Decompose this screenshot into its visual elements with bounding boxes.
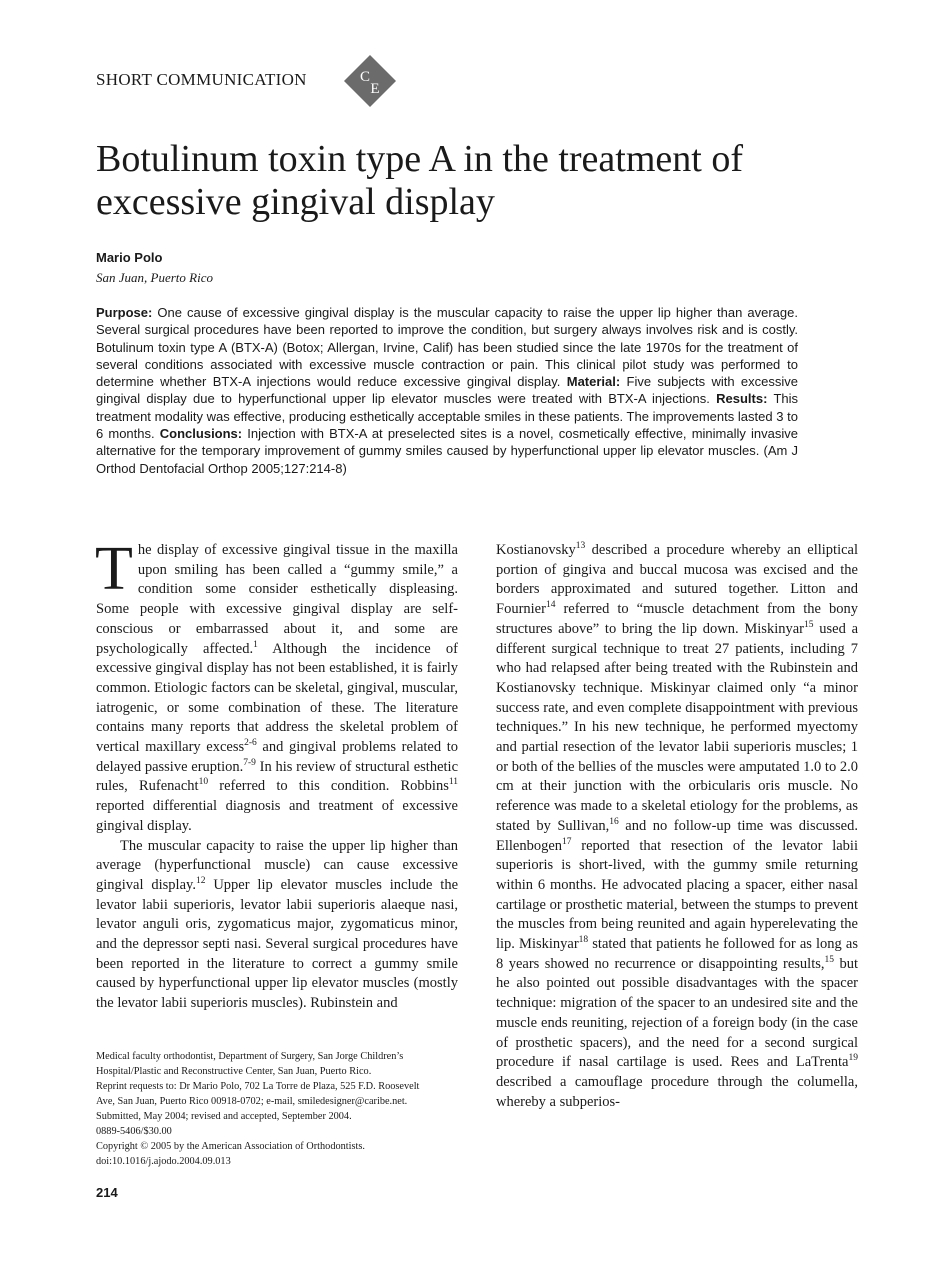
abstract-results-label: Results: bbox=[716, 391, 768, 407]
body-column-right bbox=[496, 541, 858, 1112]
author-affiliation: San Juan, Puerto Rico bbox=[96, 270, 213, 285]
abstract-material-label: Material: bbox=[566, 374, 621, 390]
body-paragraph-1 bbox=[95, 535, 459, 837]
body-paragraph-3 bbox=[496, 541, 858, 1112]
body-column-left bbox=[95, 535, 459, 1014]
body-text: described a camouflage procedure through the columella, whereby a subperios- bbox=[496, 1073, 858, 1110]
logo-letter-e: E bbox=[370, 81, 380, 97]
body-text: Upper lip elevator muscles include the levator labii superioris, levator labii superioris alaeque nasi, levator anguli oris, zygomaticus major, zygomaticus minor, and the depressor septi nasi. Several surgical procedures have been reported in the literature to correct a gummy smile caused by hyperfunctional upper lip elevator muscles (mostly the levator labii superioris muscles). Rubinstein and bbox=[96, 876, 459, 1012]
body-text: and no follow-up time was discussed. Ellenbogen bbox=[496, 817, 858, 854]
abstract bbox=[96, 304, 798, 477]
body-text: Kostianovsky bbox=[496, 542, 576, 558]
body-text: but he also pointed out possible disadvantages with the spacer technique: migration of the spacer to an undesired site and the muscle ends reuniting, rejection of a foreign body (in the case of prosthetic spacers), and the need for a second surgical procedure if nasal cartilage is used. Rees and LaTrenta bbox=[496, 955, 859, 1071]
body-text: In his review of structural esthetic rules, Rufenacht bbox=[96, 758, 459, 795]
citation: 13 bbox=[575, 541, 586, 552]
logo-letter-c: C bbox=[359, 69, 371, 85]
footnote-line: Hospital/Plastic and Reconstructive Center, San Juan, Puerto Rico. bbox=[96, 1066, 372, 1077]
body-text: Although the incidence of excessive gingival display has not been established, it is fairly common. Etiologic factors can be skeletal, gingival, muscular, iatrogenic, or some combination of these. The literature contains many reports that address the skeletal problem of vertical maxillary excess bbox=[96, 640, 458, 756]
footnote-line: Submitted, May 2004; revised and accepted, September 2004. bbox=[96, 1111, 352, 1122]
citation: 10 bbox=[198, 777, 209, 788]
citation: 12 bbox=[195, 876, 206, 887]
body-text: he display of excessive gingival tissue in the maxilla upon smiling has been called a “gummy smile,” a condition some consider esthetically displeasing. Some people with excessive gingival display are self-conscious or embarrassed about it, and some are psychologically affected. bbox=[96, 542, 458, 657]
body-paragraph-2 bbox=[96, 837, 458, 1014]
abstract-conclusions: Injection with BTX-A at preselected sites is a novel, cosmetically effective, minimally invasive alternative for the temporary improvement of gummy smiles caused by hyperfunctional upper lip elevator muscles. (Am J Orthod Dentofacial Orthop 2005;127:214-8) bbox=[96, 426, 798, 476]
footnote-line: Ave, San Juan, Puerto Rico 00918-0702; e-mail, smiledesigner@caribe.net. bbox=[96, 1096, 408, 1107]
abstract-results: This treatment modality was effective, producing esthetically acceptable smiles in these patients. The improvements lasted 3 to 6 months. bbox=[96, 391, 798, 442]
body-text: reported differential diagnosis and treatment of excessive gingival display. bbox=[96, 798, 458, 834]
body-text: reported that resection of the levator labii superioris is short-lived, with the gummy smile returning within 6 months. He advocated placing a spacer, either nasal cartilage or prosthetic material, between the stumps to prevent the muscles from being reunited and again hyperelevating the lip. Miskinyar bbox=[496, 837, 858, 953]
footnote-line: Reprint requests to: Dr Mario Polo, 702 La Torre de Plaza, 525 F.D. Roosevelt bbox=[96, 1081, 420, 1092]
citation: 1 bbox=[253, 639, 258, 650]
body-text: stated that patients he followed for as long as 8 years showed no recurrence or disappointing results, bbox=[496, 936, 858, 972]
citation: 11 bbox=[448, 777, 459, 788]
citation: 15 bbox=[804, 619, 814, 630]
citation: 2-6 bbox=[244, 738, 257, 749]
abstract-material: Five subjects with excessive gingival display due to hyperfunctional upper lip elevator muscles were treated with BTX-A injections. bbox=[96, 374, 798, 407]
citation: 16 bbox=[609, 817, 619, 828]
citation: 7-9 bbox=[243, 757, 256, 768]
footnote-line: Copyright © 2005 by the American Association of Orthodontists. bbox=[96, 1141, 365, 1152]
body-text: The muscular capacity to raise the upper lip higher than average (hyperfunctional muscle) can cause excessive gingival display. bbox=[96, 837, 458, 893]
citation: 19 bbox=[848, 1053, 858, 1064]
body-text: referred to this condition. Robbins bbox=[208, 778, 449, 795]
abstract-purpose: One cause of excessive gingival display is the muscular capacity to raise the upper lip higher than average. Several surgical procedures have been reported to improve the condition, but surgery always involves risk and is costly. Botulinum toxin type A (BTX-A) (Botox; Allergan, Irvine, Calif) has been studied since the late 1970s for the treatment of several conditions associated with excessive muscle contraction or pain. This clinical pilot study was performed to determine whether BTX-A injections would reduce excessive gingival display. bbox=[96, 305, 798, 390]
section-label: SHORT COMMUNICATION bbox=[96, 70, 307, 89]
citation: 14 bbox=[545, 600, 556, 611]
abstract-conclusions-label: Conclusions: bbox=[159, 426, 243, 442]
body-text: and gingival problems related to delayed passive eruption. bbox=[96, 739, 458, 775]
footnotes bbox=[96, 1049, 458, 1169]
author-name: Mario Polo bbox=[96, 250, 163, 265]
drop-cap: T bbox=[95, 535, 133, 603]
citation: 15 bbox=[824, 954, 835, 965]
citation: 18 bbox=[578, 935, 589, 946]
footnote-line: 0889-5406/$30.00 bbox=[96, 1126, 172, 1137]
abstract-purpose-label: Purpose: bbox=[96, 305, 153, 320]
footnote-line: doi:10.1016/j.ajodo.2004.09.013 bbox=[96, 1156, 231, 1167]
citation: 17 bbox=[562, 836, 572, 847]
body-text: described a procedure whereby an elliptical portion of gingiva and buccal mucosa was excised and the borders approximated and sutured together. Litton and Fournier bbox=[496, 542, 858, 618]
footnote-line: Medical faculty orthodontist, Department of Surgery, San Jorge Children’s bbox=[96, 1051, 404, 1062]
article-title: Botulinum toxin type A in the treatment of excessive gingival display bbox=[96, 138, 743, 223]
ce-logo-icon bbox=[344, 55, 396, 107]
body-text: used a different surgical technique to treat 27 patients, including 7 who had relapsed after being treated with the Rubinstein and Kostianovsky technique. Miskinyar claimed only “a minor success rate, and even complete disappointment with previous techniques.” In his new technique, he performed myectomy and partial resection of the levator labii superioris muscles; 1 or both of the bellies of the muscles were amputated 1.0 to 2.0 cm at their junction with the orbicularis oris muscle. No reference was made to a skeletal etiology for the problems, as stated by Sullivan, bbox=[496, 620, 859, 834]
page-number: 214 bbox=[96, 1185, 118, 1200]
body-text: referred to “muscle detachment from the bony structures above” to bring the lip down. Miskinyar bbox=[496, 601, 858, 637]
